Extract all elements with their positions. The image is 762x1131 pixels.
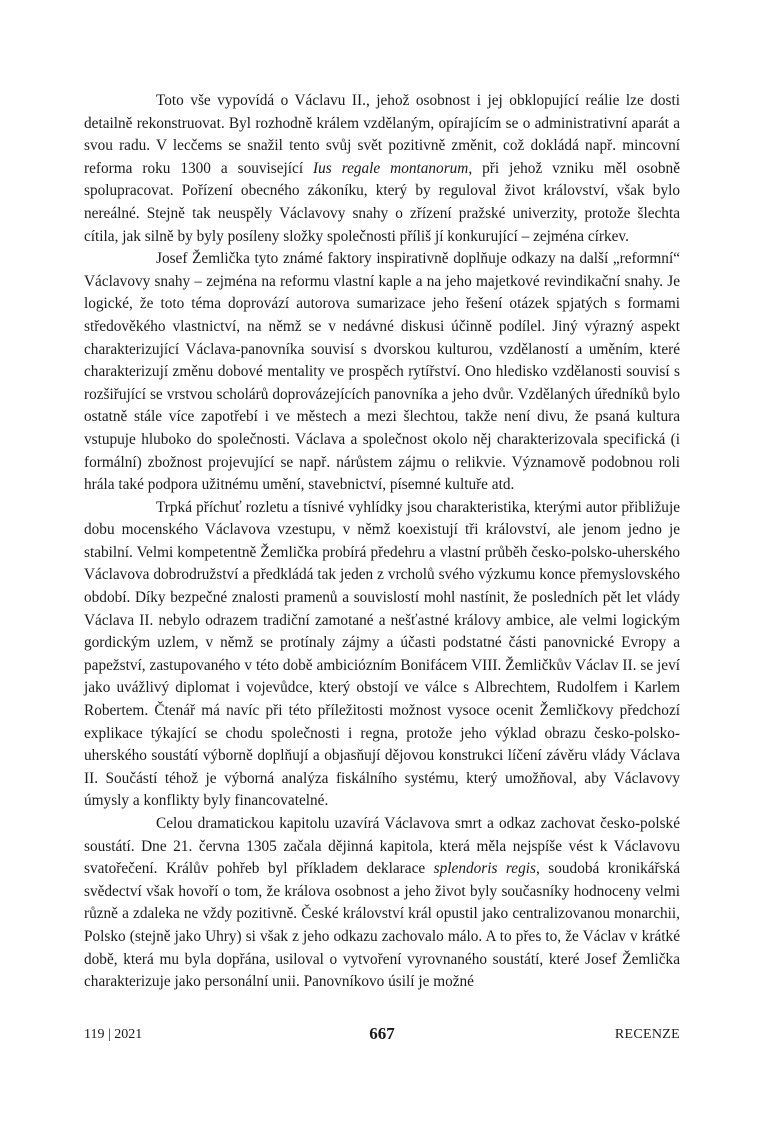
italic-latin-term: Ius regale montanorum bbox=[313, 159, 469, 177]
article-body bbox=[84, 90, 680, 994]
page-number: 667 bbox=[369, 1024, 395, 1043]
paragraph-text: Josef Žemlička tyto známé faktory inspirativně doplňuje odkazy na další „reformní“ Václavovy snahy – zejména na reformu vlastní kaple a na jeho majetkové revindikační snahy. Je logické, že toto téma doprovází autorova sumarizace jeho řešení otázek spjatých s formami středověkého vlastnictví, na němž se v nedávné diskusi účinně podílel. Jiný výrazný aspekt charakterizující Václava-panovníka souvisí s dvorskou kulturou, vzdělaností a uměním, které charakterizují změnu dobové mentality ve prospěch rytířství. Ono hledisko vzdělanosti souvisí s rozšiřující se vrstvou scholárů doprovázejících panovníka a jeho dvůr. Vzdělaných úředníků bylo ostatně stále více zapotřebí i ve městech a mezi šlechtou, takže není divu, že psaná kultura vstupuje hluboko do společnosti. Václava a společnost okolo něj charakterizovala specifická (i formální) zbožnost projevující se např. nárůstem zájmu o relikvie. Významově podobnou roli hrála také podpora užitnému umění, stavebnictví, písemné kultuře atd. bbox=[84, 250, 680, 494]
paragraph-3 bbox=[84, 497, 680, 813]
paragraph-2 bbox=[84, 248, 680, 497]
section-label: RECENZE bbox=[614, 1027, 680, 1042]
paragraph-text: , při jehož vzniku měl osobně spolupracovat. Pořízení obecného zákoníku, který by reguloval život království, však bylo nereálné. Stejně tak neuspěly Václavovy snahy o zřízení pražské univerzity, protože šlechta cítila, jak silně by byly posíleny složky společnosti příliš jí konkurující – zejména církev. bbox=[84, 159, 680, 245]
paragraph-1 bbox=[84, 90, 680, 248]
paragraph-text: Toto vše vypovídá o Václavu II., jehož osobnost i jej obklopující reálie lze dosti detailně rekonstruovat. Byl rozhodně králem vzdělaným, opírajícím se o administrativní aparát a svou radu. V lecčems se snažil tento svůj svět pozitivně změnit, což dokládá např. mincovní reforma roku 1300 a související bbox=[84, 92, 680, 177]
italic-latin-term: splendoris regis bbox=[433, 860, 536, 878]
page-footer bbox=[84, 1024, 680, 1046]
paragraph-text: Celou dramatickou kapitolu uzavírá Václavova smrt a odkaz zachovat česko-polské soustátí. Dne 21. června 1305 začala dějinná kapitola, která měla nejspíše vést k Václavovu svatořečení. Králův pohřeb byl příkladem deklarace bbox=[84, 815, 680, 878]
paragraph-text: Trpká příchuť rozletu a tísnivé vyhlídky jsou charakteristika, kterými autor přibližuje dobu mocenského Václavova vzestupu, v němž koexistují tři království, ale jenom jedno je stabilní. Velmi kompetentně Žemlička probírá předehru a vlastní průběh česko-polsko-uherského Václavova dobrodružství a předkládá tak jeden z vrcholů svého výzkumu konce přemyslovského období. Díky bezpečné znalosti pramenů a souvislostí mohl nastínit, že posledních pět let vlády Václava II. nebylo odrazem tradiční zamotané a nešťastné královy ambice, ale velmi logickým gordickým uzlem, v němž se protínaly zájmy a účasti podstatné části panovnické Evropy a papežství, zastupovaného v této době ambiciózním Bonifácem VIII. Žemličkův Václav II. se jeví jako uvážlivý diplomat i vojevůdce, který obstojí ve válce s Albrechtem, Rudolfem i Karlem Robertem. Čtenář má navíc při této příležitosti možnost vysoce ocenit Žemličkovy předchozí explikace týkající se chodu společnosti i regna, protože jeho výklad obrazu česko-polsko-uherského soustátí výborně doplňují a objasňují dějovou konstrukci líčení závěru vlády Václava II. Součástí téhož je výborná analýza fiskálního systému, který umožňoval, aby Václavovy úmysly a konflikty byly financovatelné. bbox=[84, 498, 680, 810]
paragraph-4 bbox=[84, 813, 680, 994]
volume-year: 119 | 2021 bbox=[84, 1027, 143, 1042]
paragraph-text: , soudobá kronikářská svědectví však hovoří o tom, že králova osobnost a jeho život byly současníky hodnoceny velmi různě a zdaleka ne vždy pozitivně. České království král opustil jako centralizovanou monarchii, Polsko (stejně jako Uhry) si však z jeho odkazu zachovalo málo. A to přes to, že Václav v krátké době, která mu byla dopřána, usiloval o vytvoření vyrovnaného soustátí, které Josef Žemlička charakterizuje jako personální unii. Panovníkovo úsilí je možné bbox=[84, 860, 681, 991]
